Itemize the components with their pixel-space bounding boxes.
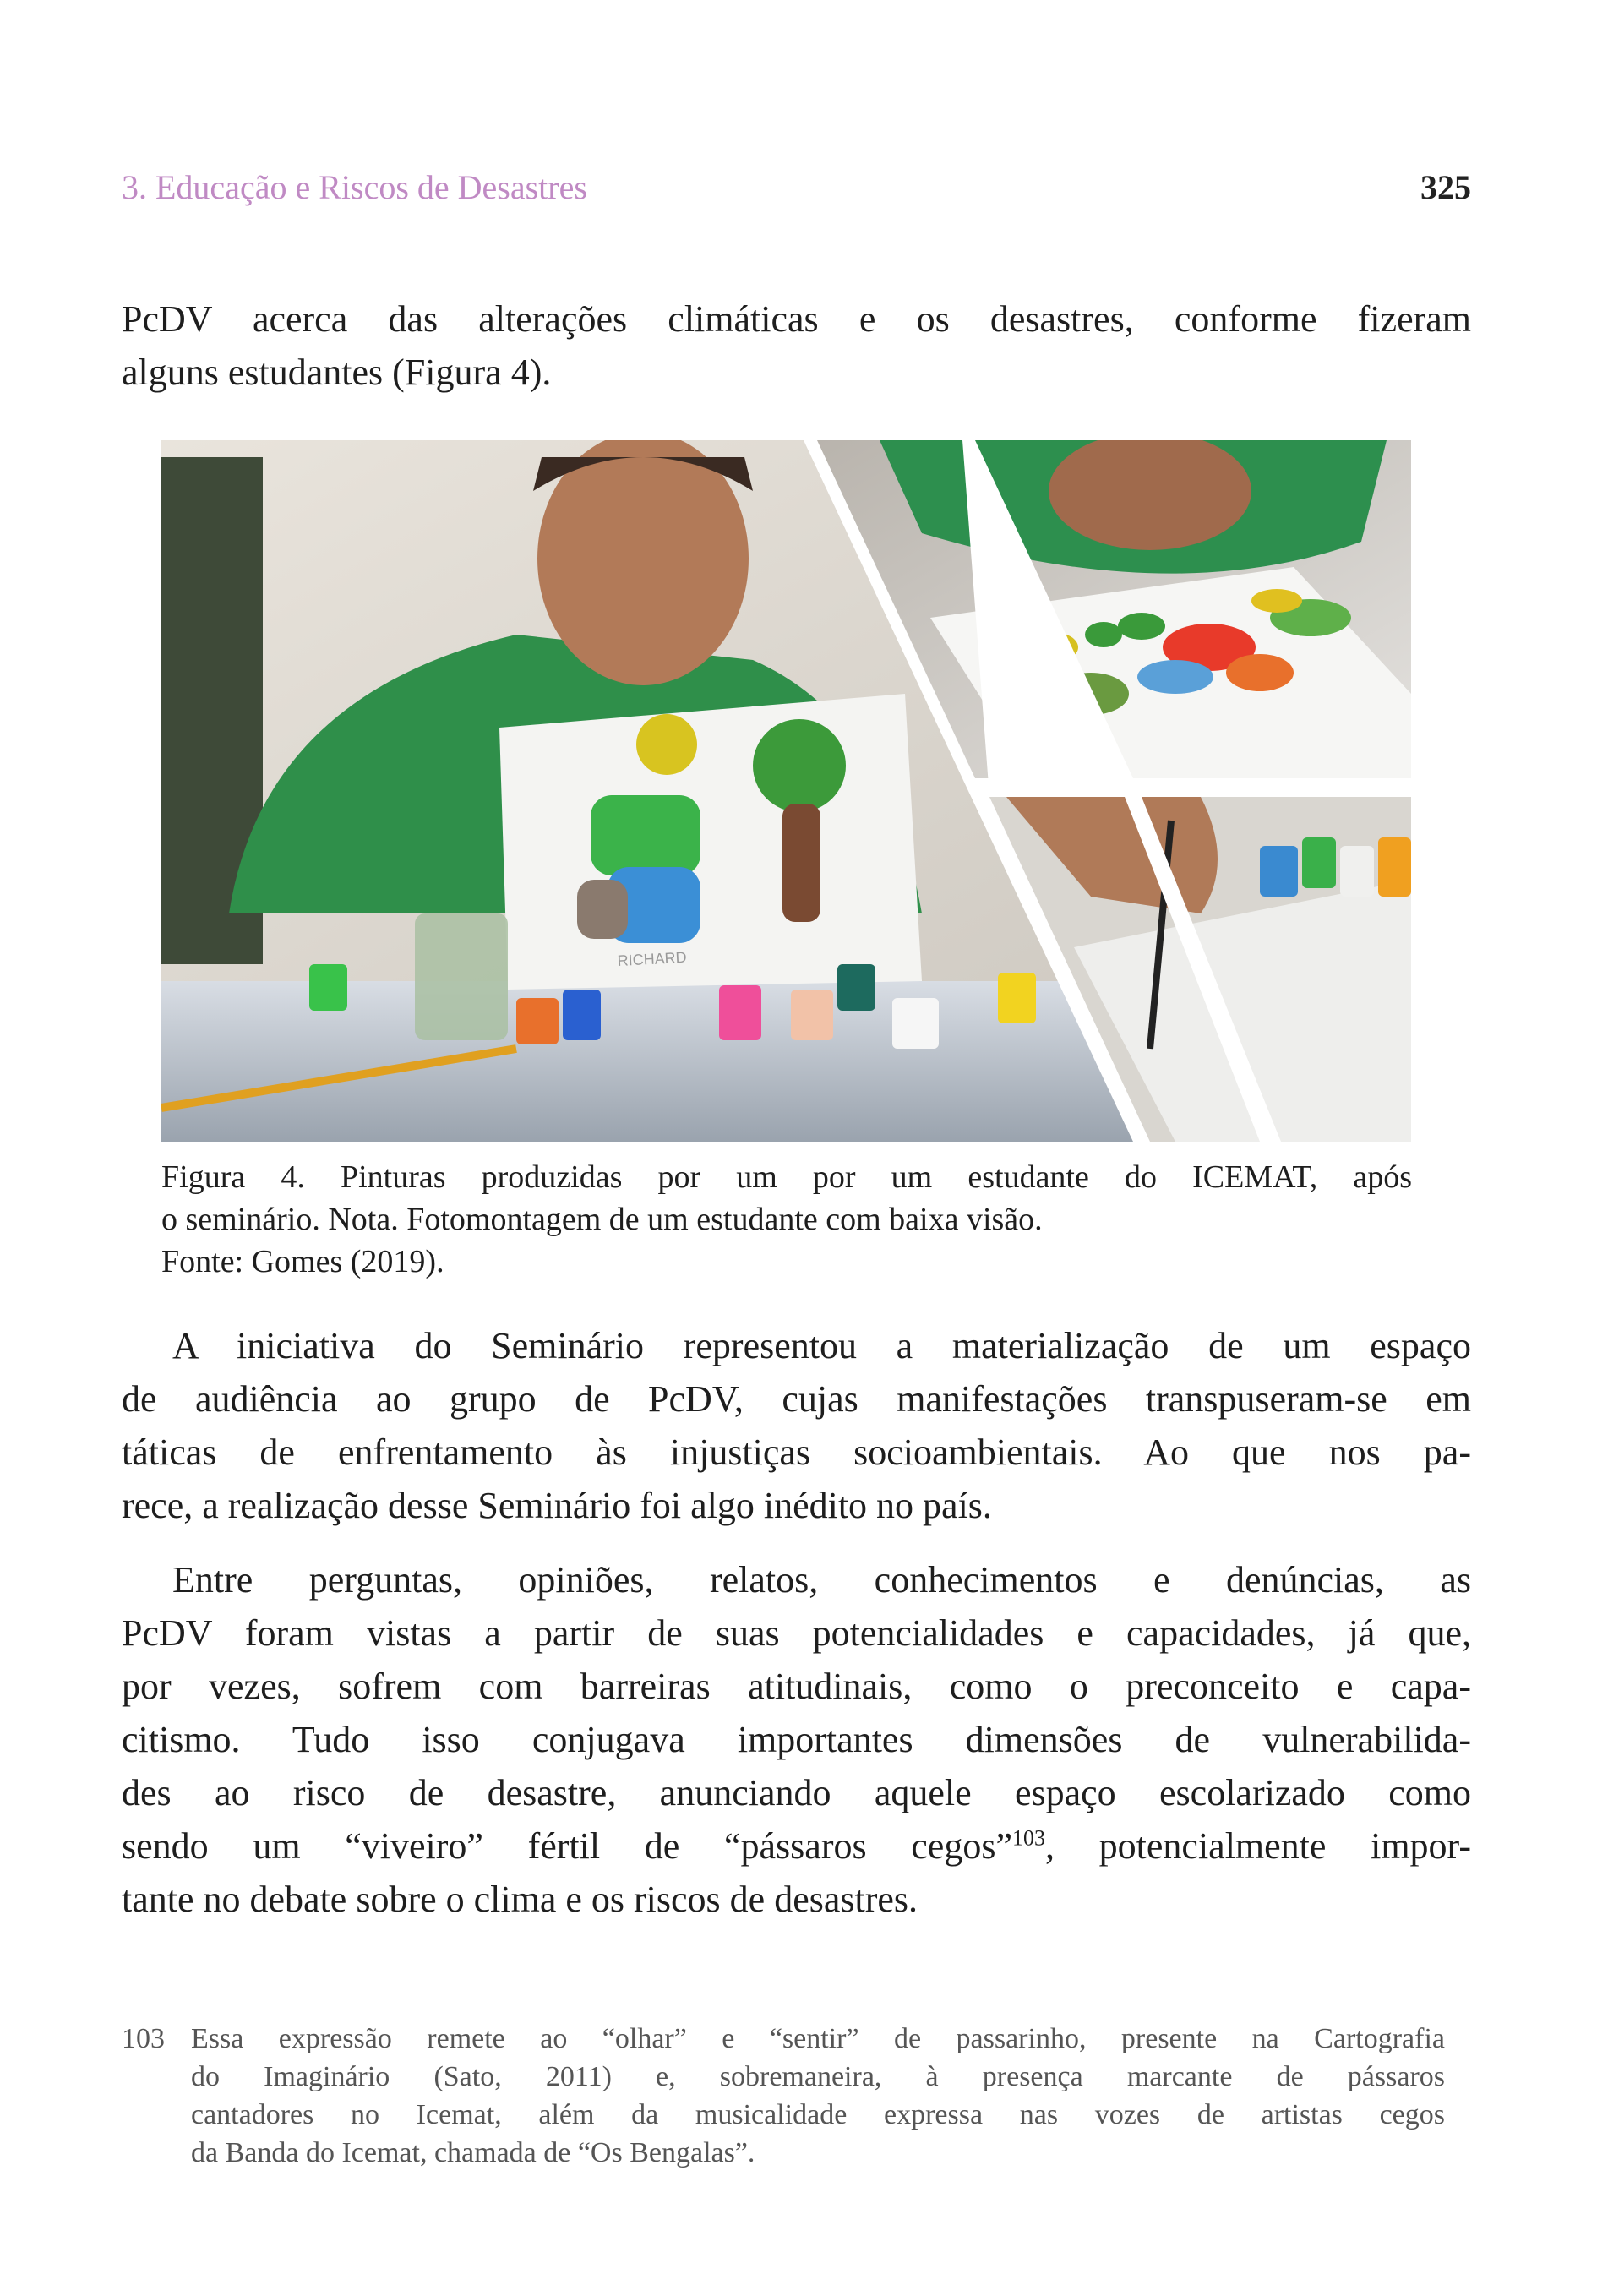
- footnote: [122, 2020, 1445, 2172]
- text-line: tante no debate sobre o clima e os riscos de desastres.: [122, 1879, 918, 1920]
- text-line: A iniciativa do Seminário representou a materialização de um espaço: [172, 1325, 1471, 1366]
- footnote-reference[interactable]: 103: [1011, 1825, 1045, 1851]
- text-segment: sendo um “viveiro” fértil de “pássaros cegos”: [122, 1825, 1012, 1867]
- text-line: [122, 1819, 1471, 1873]
- caption-line: o seminário. Nota. Fotomontagem de um estudante com baixa visão.: [161, 1202, 1043, 1237]
- paragraph: [122, 1553, 1471, 1926]
- text-line: de audiência ao grupo de PcDV, cujas manifestações transpuseram-se em: [122, 1378, 1471, 1420]
- text-line: Entre perguntas, opiniões, relatos, conhecimentos e denúncias, as: [172, 1559, 1471, 1601]
- figure-caption: [161, 1156, 1412, 1283]
- text-line: alguns estudantes (Figura 4).: [122, 352, 552, 393]
- footnote-line: da Banda do Icemat, chamada de “Os Bengalas”.: [191, 2137, 755, 2168]
- text-line: des ao risco de desastre, anunciando aquele espaço escolarizado como: [122, 1772, 1471, 1813]
- footnote-line: do Imaginário (Sato, 2011) e, sobremaneira, à presença marcante de pássaros: [191, 2061, 1445, 2092]
- page-number: 325: [1420, 168, 1471, 206]
- paragraph: [122, 1319, 1471, 1532]
- text-line: por vezes, sofrem com barreiras atitudinais, como o preconceito e capa-: [122, 1666, 1471, 1707]
- caption-line: Fonte: Gomes (2019).: [161, 1244, 444, 1279]
- text-line: PcDV foram vistas a partir de suas potencialidades e capacidades, já que,: [122, 1612, 1471, 1654]
- footnote-line: Essa expressão remete ao “olhar” e “sentir” de passarinho, presente na Cartografia: [191, 2023, 1445, 2054]
- painting-signature: RICHARD: [617, 948, 688, 969]
- text-line: citismo. Tudo isso conjugava importantes dimensões de vulnerabilida-: [122, 1719, 1471, 1760]
- text-line: táticas de enfrentamento às injustiças socioambientais. Ao que nos pa-: [122, 1432, 1471, 1473]
- figure-photo-collage: [161, 440, 1411, 1142]
- running-header-chapter: 3. Educação e Riscos de Desastres: [122, 168, 587, 206]
- footnote-line: cantadores no Icemat, além da musicalidade expressa nas vozes de artistas cegos: [191, 2099, 1445, 2130]
- paragraph-continuation: [122, 292, 1471, 399]
- text-line: PcDV acerca das alterações climáticas e os desastres, conforme fizeram: [122, 298, 1471, 340]
- text-line: rece, a realização desse Seminário foi algo inédito no país.: [122, 1485, 992, 1526]
- caption-line: Figura 4. Pinturas produzidas por um por um estudante do ICEMAT, após: [161, 1159, 1412, 1195]
- footnote-number: 103: [122, 2023, 165, 2054]
- text-segment: , potencialmente impor-: [1044, 1825, 1471, 1867]
